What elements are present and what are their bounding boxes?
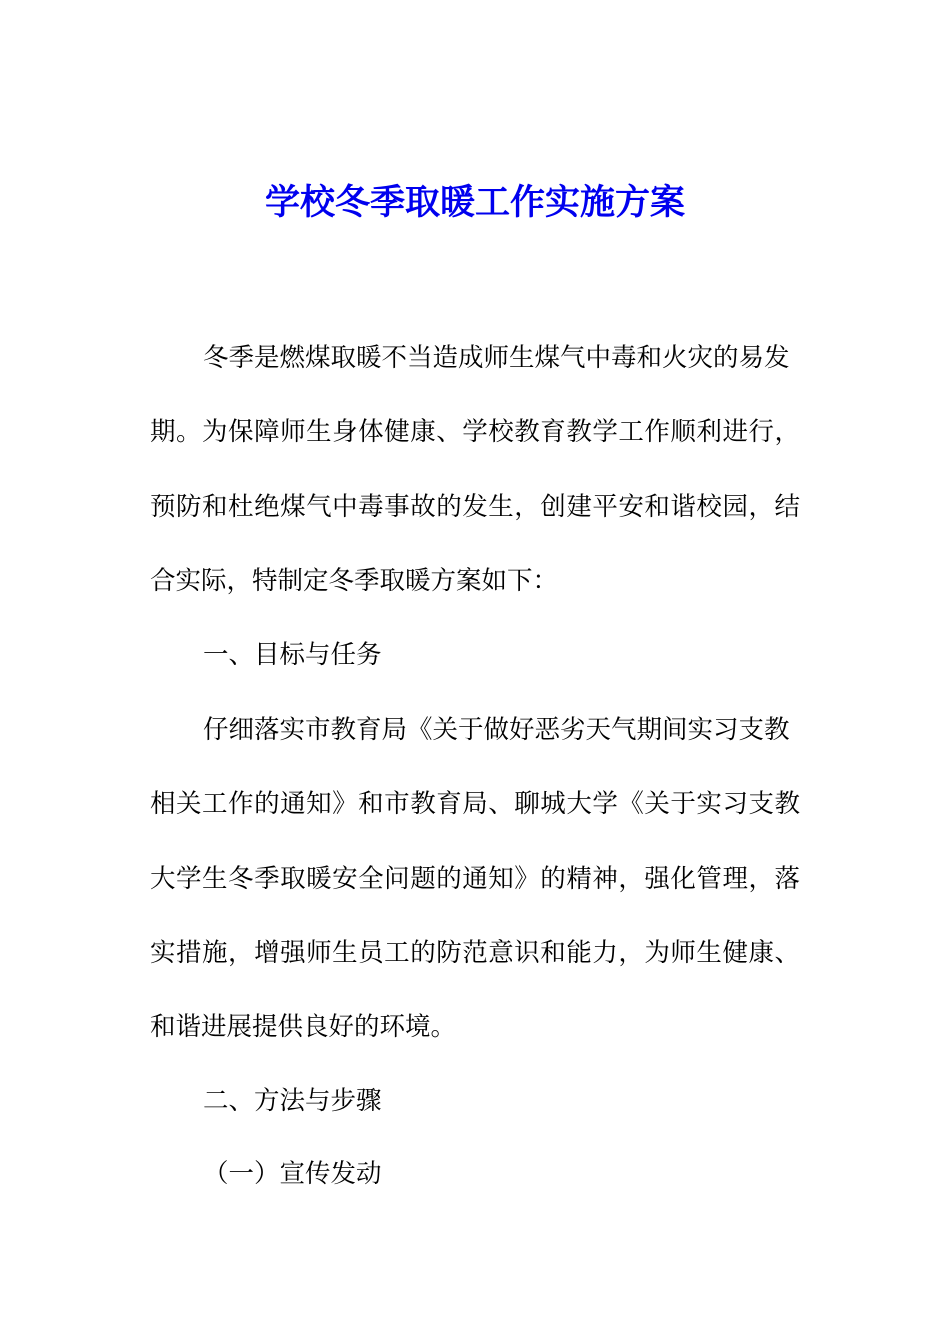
paragraph-line: 冬季是燃煤取暖不当造成师生煤气中毒和火灾的易发 (203, 343, 790, 373)
section-heading: 二、方法与步骤 (203, 1086, 382, 1116)
paragraph-line: 实措施，增强师生员工的防范意识和能力，为师生健康、 (150, 938, 800, 968)
paragraph-line: 仔细落实市教育局《关于做好恶劣天气期间实习支教 (203, 715, 790, 745)
paragraph-line: 大学生冬季取暖安全问题的通知》的精神，强化管理，落 (150, 864, 800, 894)
paragraph-line: 期。为保障师生身体健康、学校教育教学工作顺利进行， (150, 417, 800, 447)
paragraph-line: 相关工作的通知》和市教育局、聊城大学《关于实习支教 (150, 789, 800, 819)
section-heading: 一、目标与任务 (203, 640, 382, 670)
document-title: 学校冬季取暖工作实施方案 (264, 182, 685, 223)
subsection-heading: （一）宣传发动 (203, 1159, 382, 1189)
paragraph-line: 预防和杜绝煤气中毒事故的发生，创建平安和谐校园，结 (150, 492, 800, 522)
paragraph-line: 和谐进展提供良好的环境。 (150, 1012, 457, 1042)
paragraph-line: 合实际，特制定冬季取暖方案如下： (150, 566, 559, 596)
